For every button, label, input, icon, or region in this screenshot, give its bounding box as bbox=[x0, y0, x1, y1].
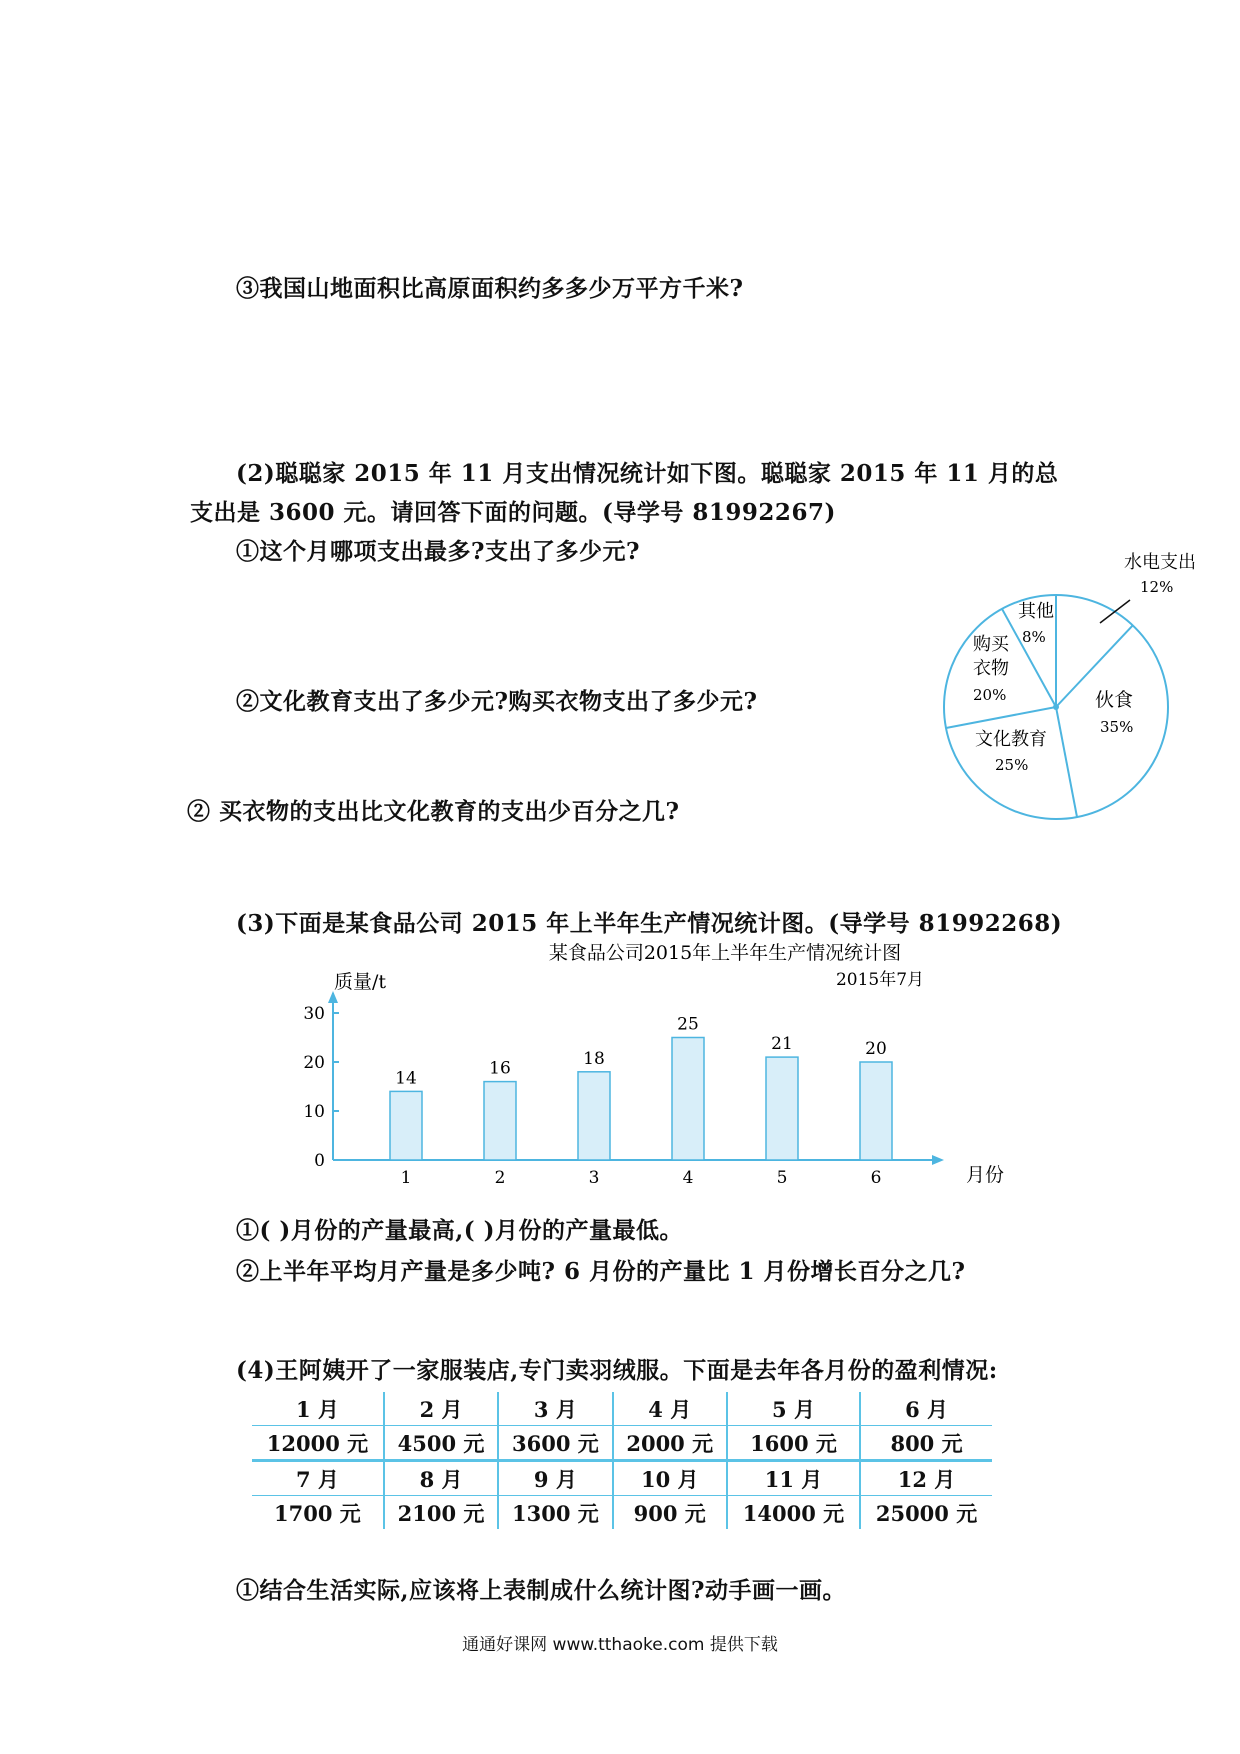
bar-chart-title: 某食品公司2015年上半年生产情况统计图 bbox=[548, 942, 902, 964]
bar-value-label: 16 bbox=[489, 1058, 511, 1079]
profit-table-cell: 1300 元 bbox=[498, 1496, 612, 1530]
bar-month-2 bbox=[484, 1082, 516, 1160]
profit-table-cell: 3600 元 bbox=[498, 1426, 612, 1461]
profit-table-cell: 4 月 bbox=[613, 1392, 727, 1426]
profit-table-cell: 2000 元 bbox=[613, 1426, 727, 1461]
pie-chart bbox=[940, 540, 1210, 840]
bar-value-label: 25 bbox=[677, 1014, 699, 1035]
bar-chart-date-note: 2015年7月 bbox=[835, 970, 925, 990]
bar-month-6 bbox=[860, 1062, 892, 1160]
profit-table-cell: 5 月 bbox=[727, 1392, 860, 1426]
profit-table-cell: 4500 元 bbox=[384, 1426, 498, 1461]
footer-credit: 通通好课网 www.tthaoke.com 提供下载 bbox=[462, 1635, 778, 1655]
profit-table-row bbox=[252, 1426, 992, 1461]
profit-table-row bbox=[252, 1392, 992, 1426]
pie-slice-clothing-name-line2: 衣物 bbox=[973, 658, 1009, 679]
question-3-1: ①( )月份的产量最高,( )月份的产量最低。 bbox=[236, 1217, 684, 1244]
pie-slice-clothing-name-line1: 购买 bbox=[973, 634, 1009, 655]
x-tick-label: 6 bbox=[870, 1168, 882, 1188]
pie-slice-clothing-percent: 20% bbox=[973, 686, 1007, 704]
profit-table-row bbox=[252, 1496, 992, 1530]
pie-slice-other-name: 其他 bbox=[1018, 601, 1054, 622]
x-tick-label: 3 bbox=[588, 1168, 600, 1188]
profit-table-cell: 3 月 bbox=[498, 1392, 612, 1426]
profit-table-cell: 2100 元 bbox=[384, 1496, 498, 1530]
bar-month-5 bbox=[766, 1057, 798, 1160]
pie-slice-other-percent: 8% bbox=[1022, 628, 1046, 646]
profit-table-cell: 10 月 bbox=[613, 1461, 727, 1496]
bar-chart-x-axis-label: 月份 bbox=[965, 1164, 1005, 1186]
profit-table-cell: 11 月 bbox=[727, 1461, 860, 1496]
pie-slice-food-name: 伙食 bbox=[1095, 689, 1134, 711]
profit-table-cell: 12 月 bbox=[860, 1461, 992, 1496]
profit-table-cell: 14000 元 bbox=[727, 1496, 860, 1530]
bar-month-3 bbox=[578, 1072, 610, 1160]
profit-table-cell: 1700 元 bbox=[274, 1500, 361, 1526]
bar-month-4 bbox=[672, 1038, 704, 1161]
profit-table-cell: 6 月 bbox=[860, 1392, 992, 1426]
profit-table-cell: 1 月 bbox=[252, 1392, 384, 1426]
bar-chart bbox=[290, 935, 1010, 1205]
profit-table-cell: 9 月 bbox=[498, 1461, 612, 1496]
question-3-2: ②上半年平均月产量是多少吨? 6 月份的产量比 1 月份增长百分之几? bbox=[236, 1258, 966, 1285]
pie-label-clothing bbox=[973, 634, 1010, 704]
y-tick-label: 0 bbox=[314, 1151, 325, 1171]
bar-value-label: 18 bbox=[583, 1048, 605, 1069]
pie-label-utilities bbox=[1124, 552, 1196, 596]
bar-month-1 bbox=[390, 1091, 422, 1160]
question-2-intro-line1: (2)聪聪家 2015 年 11 月支出情况统计如下图。聪聪家 2015 年 11 月的总 bbox=[236, 460, 1059, 487]
question-4-1: ①结合生活实际,应该将上表制成什么统计图?动手画一画。 bbox=[236, 1577, 846, 1604]
profit-table-cell: 8 月 bbox=[384, 1461, 498, 1496]
question-2-intro-line2: 支出是 3600 元。请回答下面的问题。(导学号 81992267) bbox=[190, 499, 836, 526]
question-3-intro: (3)下面是某食品公司 2015 年上半年生产情况统计图。(导学号 81992268) bbox=[236, 910, 1063, 937]
question-2-2: ②文化教育支出了多少元?购买衣物支出了多少元? bbox=[236, 688, 758, 715]
bar-chart-y-axis-label: 质量/t bbox=[333, 971, 387, 993]
profit-table bbox=[252, 1392, 992, 1529]
y-tick-label: 30 bbox=[303, 1004, 325, 1024]
bar-value-label: 21 bbox=[771, 1034, 793, 1055]
question-2-1: ①这个月哪项支出最多?支出了多少元? bbox=[236, 538, 640, 565]
y-tick-label: 20 bbox=[303, 1053, 325, 1073]
x-tick-label: 4 bbox=[682, 1168, 694, 1188]
profit-table-row bbox=[252, 1461, 992, 1496]
bar-value-label: 20 bbox=[865, 1039, 887, 1059]
x-tick-label: 1 bbox=[400, 1168, 412, 1188]
question-1-3: ③我国山地面积比高原面积约多多少万平方千米? bbox=[236, 275, 744, 302]
profit-table-cell: 900 元 bbox=[613, 1496, 727, 1530]
profit-table-cell: 2 月 bbox=[384, 1392, 498, 1426]
pie-slice-education-name: 文化教育 bbox=[975, 729, 1047, 750]
profit-table-cell: 12000 元 bbox=[252, 1426, 384, 1461]
x-tick-label: 5 bbox=[776, 1168, 788, 1188]
pie-slice-utilities-name: 水电支出 bbox=[1124, 552, 1196, 573]
pie-slice-food-percent: 35% bbox=[1100, 718, 1134, 736]
question-2-3: ② 买衣物的支出比文化教育的支出少百分之几? bbox=[187, 798, 680, 825]
x-tick-label: 2 bbox=[494, 1168, 506, 1188]
pie-slice-education-percent: 25% bbox=[995, 756, 1029, 774]
profit-table-cell: 7 月 bbox=[252, 1461, 384, 1496]
question-4-intro: (4)王阿姨开了一家服装店,专门卖羽绒服。下面是去年各月份的盈利情况: bbox=[236, 1357, 998, 1384]
bar-value-label: 14 bbox=[395, 1068, 417, 1089]
profit-table-cell: 800 元 bbox=[860, 1426, 992, 1461]
pie-slice-utilities-percent: 12% bbox=[1140, 578, 1174, 596]
profit-table-cell: 1600 元 bbox=[727, 1426, 860, 1461]
y-tick-label: 10 bbox=[303, 1102, 325, 1122]
profit-table-cell: 25000 元 bbox=[860, 1496, 992, 1530]
